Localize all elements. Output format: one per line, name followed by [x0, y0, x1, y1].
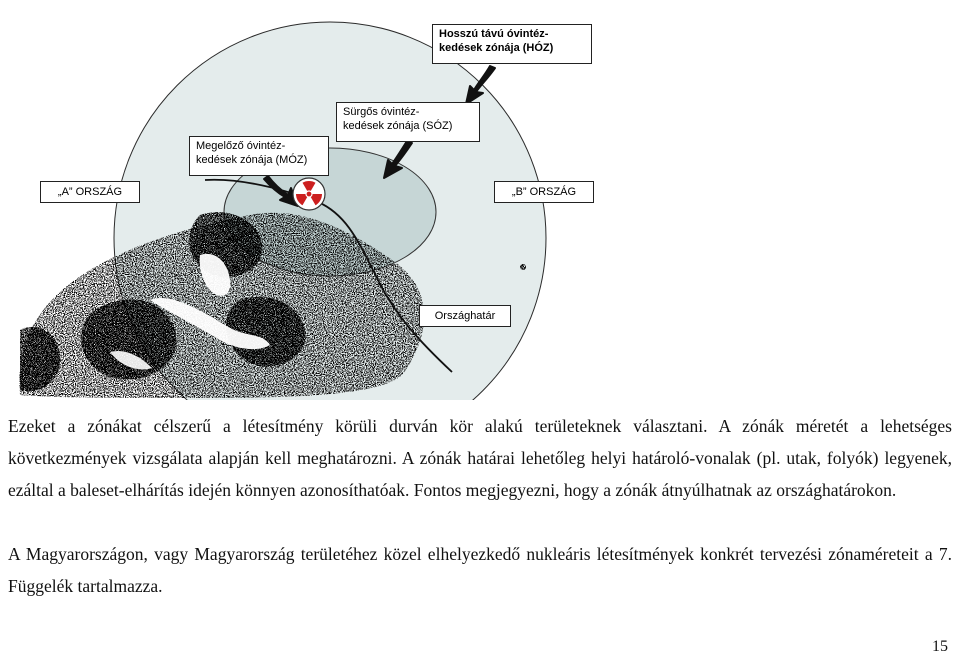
radiation-trefoil-icon: [293, 178, 325, 210]
moz-label-line2: kedések zónája (MÓZ): [196, 154, 308, 166]
country-a-label: „A” ORSZÁG: [40, 181, 140, 203]
page-number: 15: [932, 638, 948, 655]
hoz-label-line1: Hosszú távú óvintéz-: [439, 28, 549, 40]
hoz-label-line2: kedések zónája (HÓZ): [439, 42, 554, 54]
body-paragraph-zones: Ezeket a zónákat célszerű a létesítmény körüli durván kör alakú területeknek választani. A zónák méretét a lehetséges következmények vizsgálata alapján kell meghatározni. A zónák határai lehetőleg helyi határoló-vonalak (pl. utak, folyók) legyenek, ezáltal a baleset-elhárítás idején könnyen azonosíthatóak. Fontos megjegyezni, hogy a zónák átnyúlhatnak az országhatárokon.: [8, 416, 952, 500]
soz-label-line2: kedések zónája (SÓZ): [343, 120, 453, 132]
country-b-label: „B” ORSZÁG: [494, 181, 594, 203]
body-paragraph-appendix: A Magyarországon, vagy Magyarország területéhez közel elhelyezkedő nukleáris létesítmények konkrét tervezési zónaméreteit a 7. Függelék tartalmazza.: [8, 544, 952, 596]
hoz-zone-label: [432, 24, 592, 64]
soz-zone-label: [336, 102, 480, 142]
country-border-label: Országhatár: [419, 305, 511, 327]
soz-label-line1: Sürgős óvintéz-: [343, 106, 420, 118]
moz-zone-label: [189, 136, 329, 176]
moz-label-line1: Megelőző óvintéz-: [196, 140, 286, 152]
